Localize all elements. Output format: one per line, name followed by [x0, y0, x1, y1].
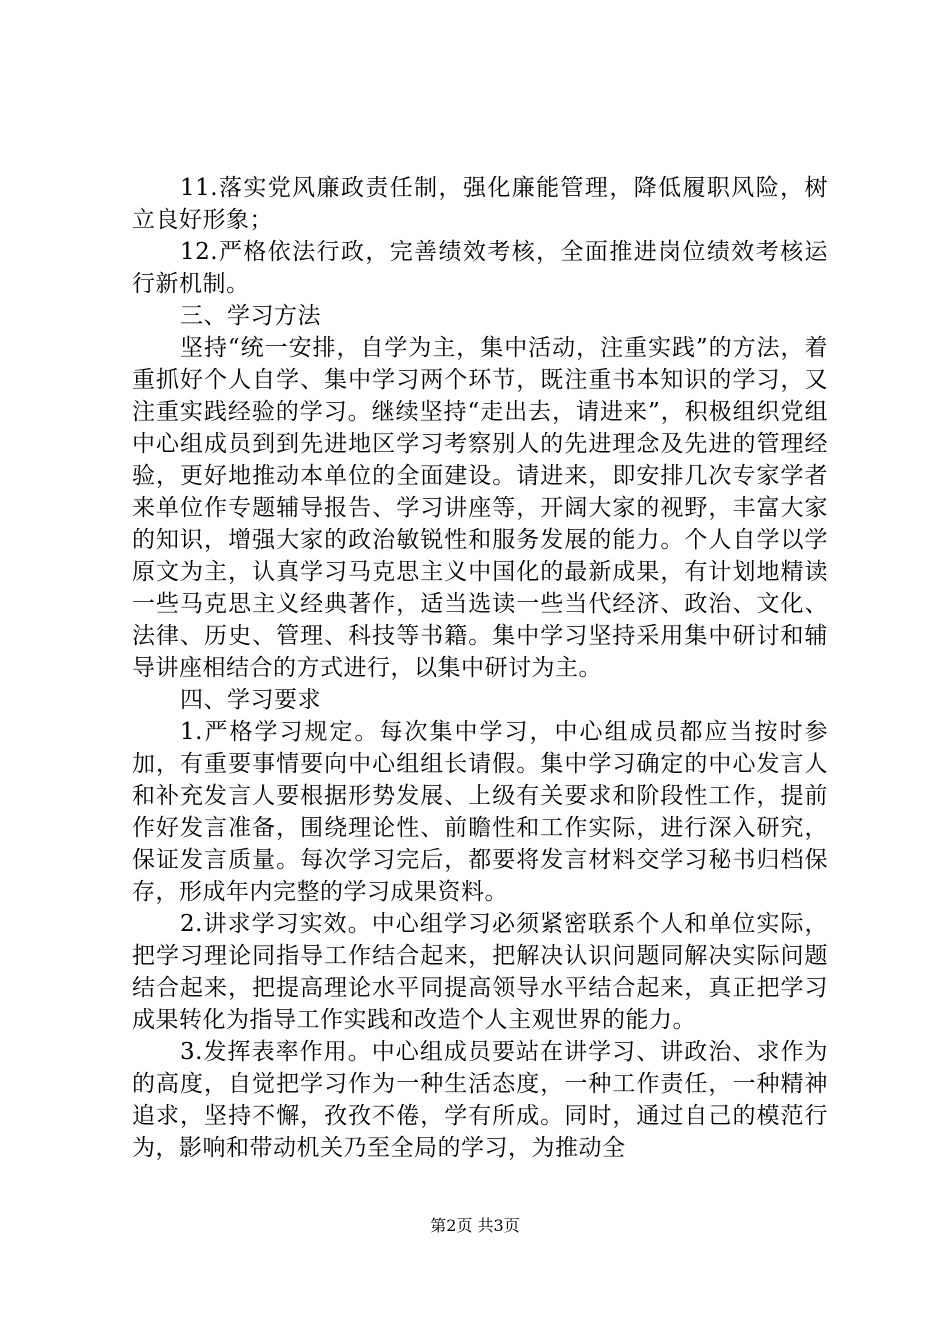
page-number-label: 第2页 共3页 [430, 1216, 520, 1235]
paragraph-requirement-3: 3.发挥表率作用。中心组成员要站在讲学习、讲政治、求作为的高度，自觉把学习作为一种生活态度，一种工作责任，一种精神追求，坚持不懈，孜孜不倦，学有所成。同时，通过自己的模范行为，影响和带动机关乃至全局的学习，为推动全 [132, 1039, 828, 1161]
document-body [132, 172, 828, 1164]
paragraph-item-12: 12.严格依法行政，完善绩效考核，全面推进岗位绩效考核运行新机制。 [132, 239, 828, 297]
section-heading-methods: 三、学习方法 [180, 303, 321, 329]
paragraph-requirement-1: 1.严格学习规定。每次集中学习，中心组成员都应当按时参加，有重要事情要向中心组组长请假。集中学习确定的中心发言人和补充发言人要根据形势发展、上级有关要求和阶段性工作，提前作好发言准备，围绕理论性、前瞻性和工作实际，进行深入研究，保证发言质量。每次学习完后，都要将发言材料交学习秘书归档保存，形成年内完整的学习成果资料。 [132, 719, 828, 905]
paragraph-requirement-2: 2.讲求学习实效。中心组学习必须紧密联系个人和单位实际，把学习理论同指导工作结合起来，把解决认识问题同解决实际问题结合起来，把提高理论水平同提高领导水平结合起来，真正把学习成果转化为指导工作实践和改造个人主观世界的能力。 [132, 911, 828, 1033]
page-footer [0, 1216, 950, 1236]
paragraph-item-11: 11.落实党风廉政责任制，强化廉能管理，降低履职风险，树立良好形象； [132, 175, 828, 233]
section-heading-requirements: 四、学习要求 [180, 687, 321, 713]
paragraph-methods: 坚持“统一安排，自学为主，集中活动，注重实践”的方法，着重抓好个人自学、集中学习两个环节，既注重书本知识的学习，又注重实践经验的学习。继续坚持“走出去，请进来”，积极组织党组中心组成员到到先进地区学习考察别人的先进理念及先进的管理经验，更好地推动本单位的全面建设。请进来，即安排几次专家学者来单位作专题辅导报告、学习讲座等，开阔大家的视野，丰富大家的知识，增强大家的政治敏锐性和服务发展的能力。个人自学以学原文为主，认真学习马克思主义中国化的最新成果，有计划地精读一些马克思主义经典著作，适当选读一些当代经济、政治、文化、法律、历史、管理、科技等书籍。集中学习坚持采用集中研讨和辅导讲座相结合的方式进行，以集中研讨为主。 [132, 335, 828, 681]
